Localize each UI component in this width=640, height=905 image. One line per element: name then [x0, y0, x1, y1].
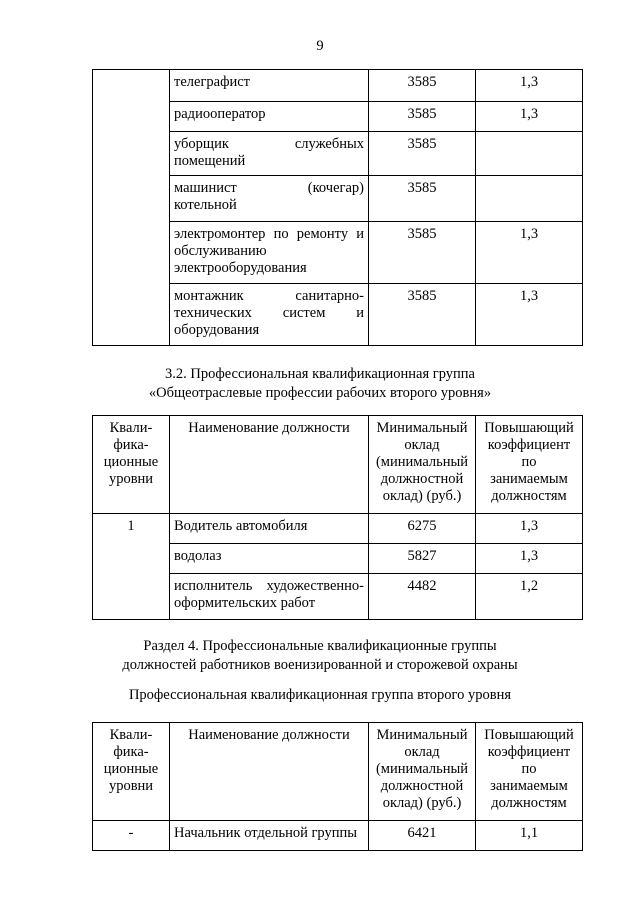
page-number: 9: [316, 38, 324, 54]
section-heading-3-2: [0, 365, 640, 403]
position-name: телеграфист: [170, 70, 369, 102]
heading-line: «Общеотраслевые профессии рабочих второго уровня»: [148, 385, 492, 401]
salary-cell: 3585: [369, 70, 476, 102]
salary-cell: 6421: [369, 821, 476, 851]
position-name: машинист (кочегар) котельной: [170, 176, 369, 222]
table-header-row: [93, 416, 583, 514]
coefficient-cell: [476, 132, 583, 176]
position-name: исполнитель художественно- оформительских работ: [170, 574, 369, 620]
heading-line: 3.2. Профессиональная квалификационная группа: [165, 366, 475, 382]
salary-cell: 4482: [369, 574, 476, 620]
salary-cell: 3585: [369, 132, 476, 176]
coefficient-cell: 1,1: [476, 821, 583, 851]
coefficient-cell: [476, 176, 583, 222]
position-name: монтажник санитарно- технических систем и оборудования: [170, 284, 369, 346]
position-name: радиооператор: [170, 102, 369, 132]
header-coefficient: Повышающий коэффициент по занимаемым должностям: [476, 723, 583, 821]
salary-cell: 3585: [369, 222, 476, 284]
position-name: водолаз: [170, 544, 369, 574]
table-security-guard: [92, 722, 583, 851]
coefficient-cell: 1,3: [476, 222, 583, 284]
position-name: Начальник отдельной группы: [170, 821, 369, 851]
level-cell: 1: [93, 514, 170, 620]
coefficient-cell: 1,2: [476, 574, 583, 620]
level-cell: -: [93, 821, 170, 851]
coefficient-cell: 1,3: [476, 102, 583, 132]
table-row: [93, 514, 583, 544]
heading-line: должностей работников военизированной и сторожевой охраны: [122, 657, 518, 673]
header-level: Квали- фика- ционные уровни: [93, 723, 170, 821]
salary-cell: 3585: [369, 102, 476, 132]
table-row: [93, 70, 583, 102]
table-second-level-workers: [92, 415, 583, 620]
subheading-second-level: Профессиональная квалификационная группа второго уровня: [128, 687, 512, 703]
header-salary: Минимальный оклад (минимальный должностной оклад) (руб.): [369, 416, 476, 514]
coefficient-cell: 1,3: [476, 70, 583, 102]
salary-cell: 3585: [369, 176, 476, 222]
table-row: [93, 821, 583, 851]
salary-cell: 6275: [369, 514, 476, 544]
coefficient-cell: 1,3: [476, 544, 583, 574]
level-cell: [93, 70, 170, 346]
salary-cell: 5827: [369, 544, 476, 574]
header-position: Наименование должности: [170, 723, 369, 821]
position-name: электромонтер по ремонту и обслуживанию электрооборудования: [170, 222, 369, 284]
header-position: Наименование должности: [170, 416, 369, 514]
salary-cell: 3585: [369, 284, 476, 346]
table-continued-workers: [92, 69, 583, 346]
heading-line: Раздел 4. Профессиональные квалификационные группы: [143, 638, 497, 654]
header-coefficient: Повышающий коэффициент по занимаемым должностям: [476, 416, 583, 514]
header-salary: Минимальный оклад (минимальный должностной оклад) (руб.): [369, 723, 476, 821]
position-name: Водитель автомобиля: [170, 514, 369, 544]
coefficient-cell: 1,3: [476, 284, 583, 346]
table-header-row: [93, 723, 583, 821]
header-level: Квали- фика- ционные уровни: [93, 416, 170, 514]
section-heading-4: [0, 637, 640, 675]
position-name: уборщик служебных помещений: [170, 132, 369, 176]
coefficient-cell: 1,3: [476, 514, 583, 544]
